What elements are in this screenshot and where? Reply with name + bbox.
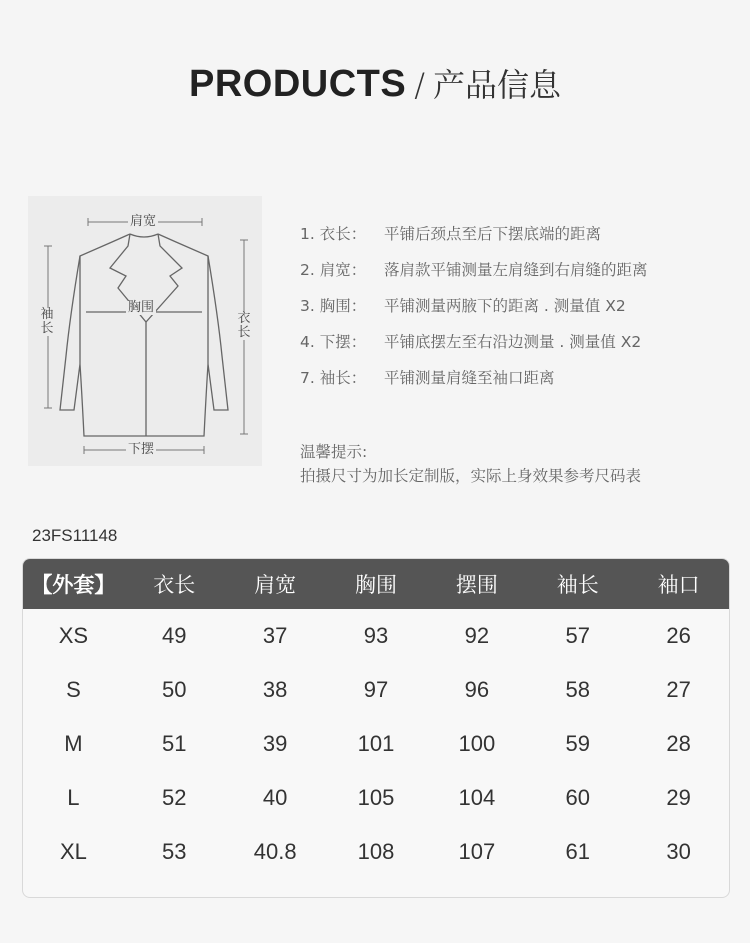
table-cell: L: [67, 785, 80, 810]
table-cell: 27: [666, 677, 691, 702]
table-cell: XS: [58, 623, 89, 648]
header-cell: 摆围: [455, 573, 498, 597]
title-en: PRODUCTS: [188, 63, 407, 105]
label-hem: 下摆: [128, 442, 155, 457]
table-row: [23, 825, 729, 879]
table-cell: 50: [162, 677, 187, 702]
table-cell: 61: [565, 839, 590, 864]
table-cell: 28: [666, 731, 691, 756]
table-cell: 30: [666, 839, 691, 864]
table-cell: 104: [458, 785, 496, 810]
label-chest: 胸围: [128, 300, 155, 315]
note-item: 4. 下摆： 平铺底摆左至右沿边测量 . 测量值 X2: [300, 333, 642, 351]
table-cell: 29: [666, 785, 691, 810]
table-cell: 96: [464, 677, 490, 702]
size-table: [22, 558, 730, 898]
table-cell: 49: [162, 623, 187, 648]
table-cell: 92: [464, 623, 490, 648]
table-cell: 108: [357, 839, 395, 864]
tips-title: 温馨提示:: [300, 443, 368, 461]
product-code: 23FS11148: [32, 526, 118, 545]
table-cell: 38: [262, 677, 288, 702]
page-title: [0, 60, 750, 106]
title-cn: 产品信息: [433, 66, 562, 104]
table-cell: XL: [59, 839, 87, 864]
table-cell: 60: [565, 785, 590, 810]
table-cell: 53: [162, 839, 187, 864]
table-cell: 51: [162, 731, 187, 756]
table-cell: 107: [458, 839, 496, 864]
table-cell: 105: [357, 785, 395, 810]
tips-text: 拍摄尺寸为加长定制版，实际上身效果参考尺码表: [300, 467, 642, 485]
note-item: 2. 肩宽： 落肩款平铺测量左肩缝到右肩缝的距离: [300, 261, 648, 279]
note-item: 1. 衣长： 平铺后颈点至后下摆底端的距离: [300, 225, 602, 243]
table-cell: 40: [262, 785, 288, 810]
table-cell: 57: [565, 623, 590, 648]
table-cell: M: [64, 731, 83, 756]
table-row: [23, 771, 729, 825]
table-cell: 101: [357, 731, 395, 756]
size-table-header: [23, 559, 729, 609]
table-cell: 52: [162, 785, 187, 810]
table-cell: 58: [565, 677, 590, 702]
header-cell: 袖长: [556, 573, 599, 597]
table-cell: 100: [458, 731, 496, 756]
note-item: 3. 胸围： 平铺测量两腋下的距离 . 测量值 X2: [300, 297, 626, 315]
note-item: 7. 袖长： 平铺测量肩缝至袖口距离: [300, 369, 555, 387]
table-cell: 39: [262, 731, 288, 756]
table-row: [23, 663, 729, 717]
label-shoulder: 肩宽: [130, 214, 157, 229]
tips-block: [300, 440, 641, 488]
jacket-illustration: [28, 196, 262, 466]
table-cell: 26: [666, 623, 691, 648]
header-cell: 肩宽: [254, 573, 297, 597]
table-row: [23, 717, 729, 771]
header-cell: 胸围: [355, 573, 397, 597]
garment-diagram: [28, 196, 262, 466]
header-cell: 【外套】: [31, 573, 116, 597]
label-sleeve: 袖长: [40, 307, 54, 336]
table-cell: 97: [363, 677, 389, 702]
header-cell: 衣长: [153, 573, 196, 597]
table-cell: 93: [363, 623, 389, 648]
header-cell: 袖口: [657, 573, 700, 597]
table-cell: 37: [262, 623, 288, 648]
table-row: [23, 609, 729, 663]
table-cell: 40.8: [253, 839, 297, 864]
label-length: 衣长: [237, 311, 251, 340]
table-cell: 59: [565, 731, 590, 756]
table-cell: S: [66, 677, 81, 702]
title-separator: /: [414, 66, 425, 104]
